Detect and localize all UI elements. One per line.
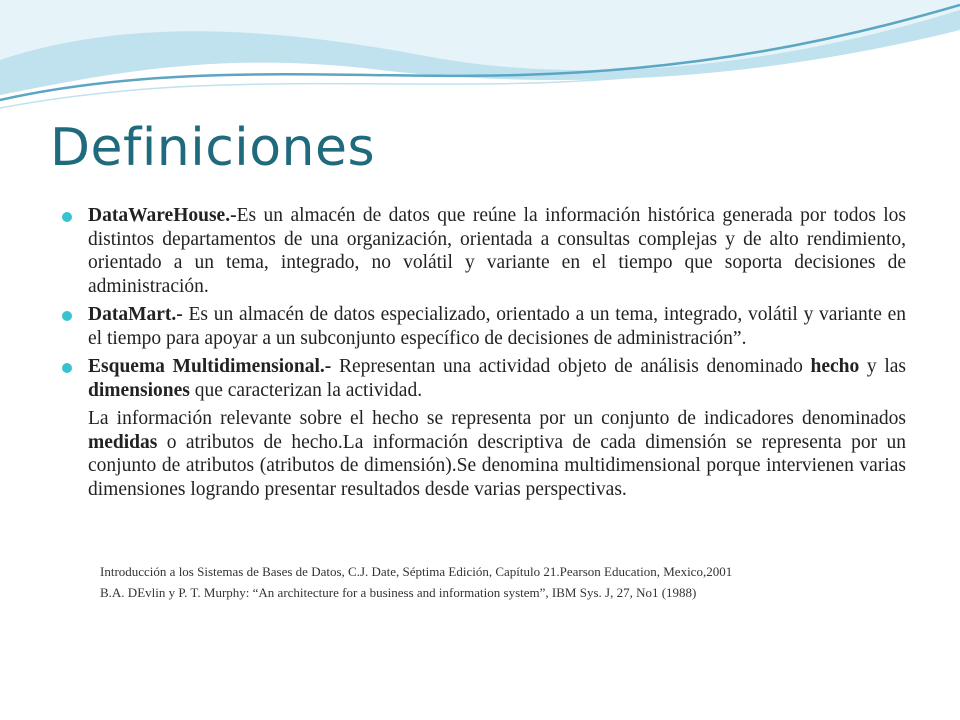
header-wave-decoration xyxy=(0,0,960,130)
definition-text: Es un almacén de datos que reúne la información histórica generada por todos los distintos departamentos de una organización, orientada a consultas complejas y de alto rendimiento, orientado a un tema, integrado, no volátil y variante en el tiempo que soporta decisiones de administración. xyxy=(88,205,906,297)
list-item xyxy=(62,303,906,350)
slide-body xyxy=(62,204,906,501)
bullet-icon xyxy=(62,311,72,321)
slide-title: Definiciones xyxy=(50,118,376,178)
bold-dimensiones: dimensiones xyxy=(88,379,190,401)
definition-text: Representan una actividad objeto de análisis denominado xyxy=(331,356,811,377)
paragraph-measures xyxy=(62,407,906,501)
bold-medidas: medidas xyxy=(88,431,158,453)
term-datawarehouse: DataWareHouse.- xyxy=(88,205,237,226)
list-item xyxy=(62,355,906,402)
paragraph-text: o atributos de hecho.La información descriptiva de cada dimensión se representa por un conjunto de atributos (atributos de dimensión).Se denomina multidimensional porque intervienen varias dimensiones logrando presentar resultados desde varias perspectivas. xyxy=(88,431,906,500)
reference-devlin: B.A. DEvlin y P. T. Murphy: “An architecture for a business and information system”, IBM Sys. J, 27, No1 (1988) xyxy=(100,585,697,600)
list-item xyxy=(62,204,906,298)
reference-date: Introducción a los Sistemas de Bases de Datos, C.J. Date, Séptima Edición, Capítulo 21.Pearson Education, Mexico,2001 xyxy=(100,564,733,579)
paragraph-text: La información relevante sobre el hecho se representa por un conjunto de indicadores denominados xyxy=(88,408,906,429)
definition-text: Es un almacén de datos especializado, orientado a un tema, integrado, volátil y variante en el tiempo para apoyar a un subconjunto específico de decisiones de administración”. xyxy=(88,304,906,349)
definition-text: y las xyxy=(859,356,906,377)
references xyxy=(100,564,906,606)
bullet-icon xyxy=(62,212,72,222)
definition-text: que caracterizan la actividad. xyxy=(189,379,423,401)
bold-hecho: hecho xyxy=(810,356,860,377)
term-esquema-multidimensional: Esquema Multidimensional.- xyxy=(88,356,332,377)
term-datamart: DataMart.- xyxy=(88,304,183,325)
bullet-icon xyxy=(62,363,72,373)
